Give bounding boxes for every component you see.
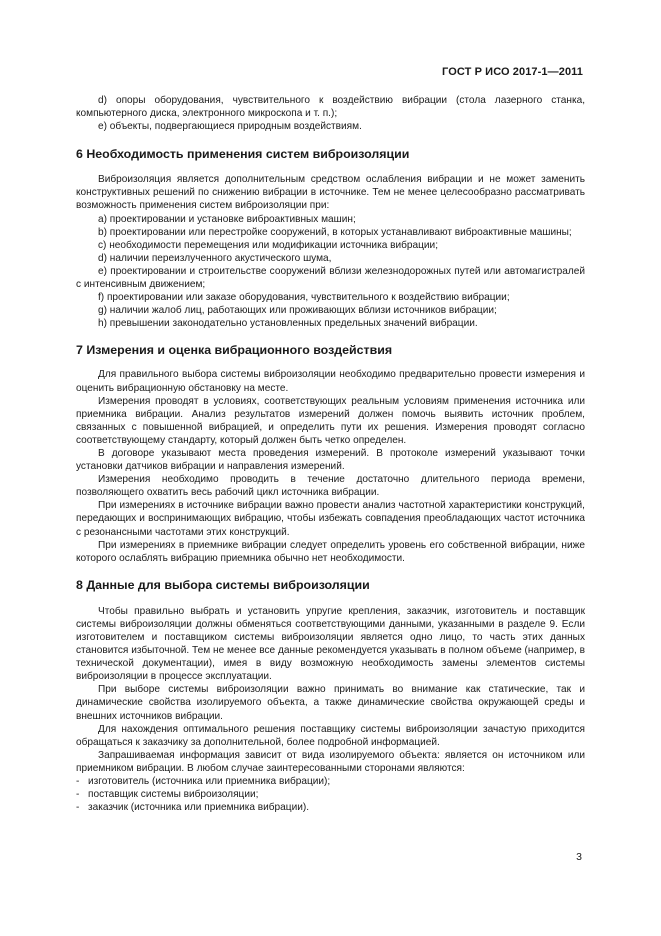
bullet-dash: - [76,802,80,814]
section-8-heading: 8 Данные для выбора системы виброизоляции [76,577,370,592]
paragraph: Виброизоляция является дополнительным средством ослабления вибрации и не может заменить конструктивных решений по снижению вибрации в источнике. Тем не менее целесообразно рассматривать возможность применения систем виброизоляции при: [76,174,585,212]
list-item-c: c) необходимости перемещения или модификации источника вибрации; [98,239,438,251]
paragraph: При выборе системы виброизоляции важно принимать во внимание как статические, так и динамические свойства изолируемого объекта, а также динамические свойства окружающей среды и внешних источников вибрации. [76,684,585,722]
list-item-a: a) проектировании и установке виброактивных машин; [98,213,356,225]
section-6 [76,147,585,330]
section-7 [76,343,585,564]
list-item-h: h) превышении законодательно установленных предельных значений вибрации. [98,318,478,330]
bullet-dash: - [76,776,80,788]
section-8 [76,578,585,815]
list-item-g: g) наличии жалоб лиц, работающих или проживающих вблизи источников вибрации; [98,305,497,317]
paragraph: Чтобы правильно выбрать и установить упругие крепления, заказчик, изготовитель и поставщик системы виброизоляции должны обменяться соответствующими данными, указанными в разделе 9. Если изготовителем и поставщиком системы виброизоляции является одно лицо, то часть этих данных становится избыточной. Тем не менее все данные рекомендуется указывать в полном объеме (например, в технической документации), имея в виду возможную необходимость замены элементов системы виброизоляции в процессе эксплуатации. [76,605,585,683]
document-header: ГОСТ Р ИСО 2017-1—2011 [442,66,583,78]
paragraph: Для правильного выбора системы виброизоляции необходимо предварительно провести измерения и оценить вибрационную обстановку на месте. [76,369,585,394]
paragraph: В договоре указывают места проведения измерений. В протоколе измерений указывают точки установки датчиков вибрации и направления измерений. [76,447,585,473]
list-item-b: b) проектировании или перестройке сооружений, в которых устанавливают виброактивные машины; [98,226,572,238]
paragraph: Запрашиваемая информация зависит от вида изолируемого объекта: является он источником или приемником вибрации. В любом случае заинтересованными сторонами являются: [76,749,585,774]
paragraph: Для нахождения оптимального решения поставщику системы виброизоляции зачастую приходится обращаться к заказчику за дополнительной, более подробной информацией. [76,723,585,748]
list-item: - изготовитель (источника или приемника вибрации); [76,776,331,788]
list-item: - заказчик (источника или приемника вибрации). [76,802,310,814]
list-item-e: e) проектировании и строительстве сооружений вблизи железнодорожных путей или автомагистралей с интенсивным движением; [76,265,585,291]
section-6-heading: 6 Необходимость применения систем виброизоляции [76,147,410,162]
section-7-heading: 7 Измерения и оценка вибрационного воздействия [76,343,393,358]
list-item: - поставщик системы виброизоляции; [76,789,259,801]
paragraph: Измерения необходимо проводить в течение достаточно длительного периода времени, позволяющего охватить весь рабочий цикл источника вибрации. [76,474,585,499]
paragraph: Измерения проводят в условиях, соответствующих реальным условиям применения источника или приемника вибрации. Анализ результатов измерений должен помочь выявить источник проблем, связанных с повышенной вибрацией, и определить пути их решения. Измерения проводят согласно соответствующему стандарту, который должен быть четко определен. [76,395,585,446]
paragraph: При измерениях в приемнике вибрации следует определить уровень его собственной вибрации, ниже которого ослаблять вибрацию приемника обычно нет необходимости. [76,539,585,564]
bullet-dash: - [76,789,80,801]
intro-item-d: d) опоры оборудования, чувствительного к воздействию вибрации (стола лазерного станка, компьютерного диска, электронного микроскопа и т. п.); [76,95,585,120]
list-item-d: d) наличии переизлученного акустического шума, [98,252,332,264]
intro-item-e: e) объекты, подвергающиеся природным воздействиям. [98,121,362,133]
paragraph: При измерениях в источнике вибрации важно провести анализ частотной характеристики конструкций, передающих и воспринимающих вибрацию, чтобы избежать совпадения преобладающих частот источника с резонансными частотами этих конструкций. [76,500,585,538]
document-body [76,94,585,814]
page-number: 3 [576,851,582,863]
list-item-f: f) проектировании или заказе оборудования, чувствительного к воздействию вибрации; [98,292,510,304]
